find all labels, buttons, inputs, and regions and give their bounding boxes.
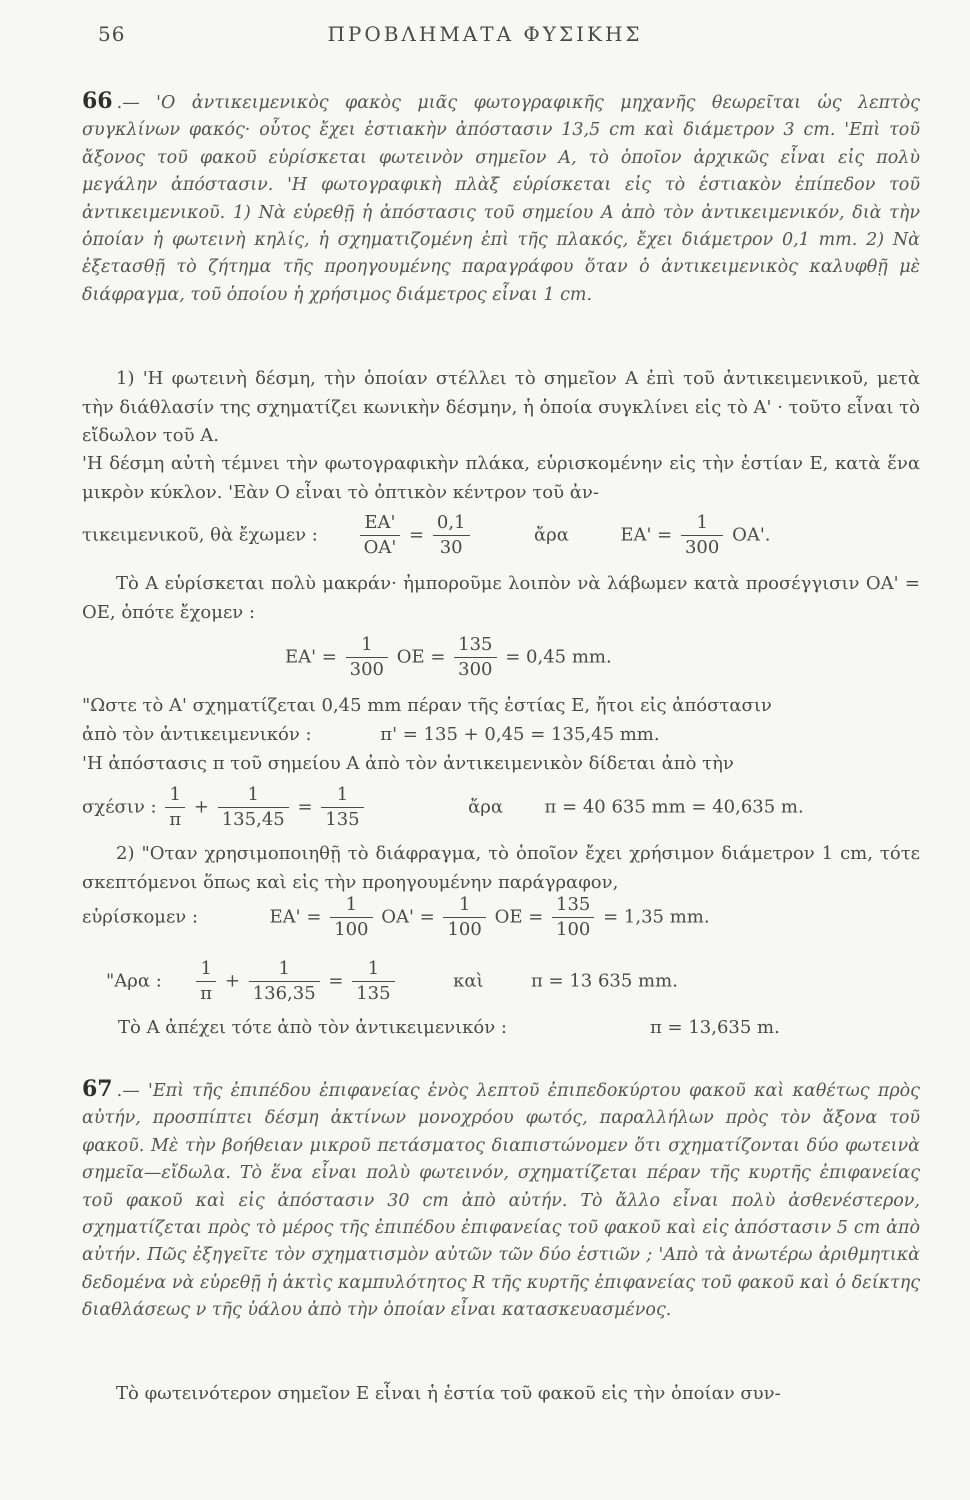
fraction: $\frac{EA'}{OA'}$: [360, 512, 401, 559]
problem-number: 67: [82, 1076, 113, 1102]
fraction: $\frac{135}{100}$: [552, 894, 594, 941]
equation-ratio: τικειμενικοῦ, θὰ ἔχωμεν : $\frac{EA'}{OA'}$ = $\frac{0,1}{30}$ ἄρα ΕΑ' = $\frac{1}{300}$ ΟΑ'.: [82, 512, 771, 558]
problem-66-statement: 66 .— 'Ο ἀντικειμενικὸς φακὸς μιᾶς φωτογραφικῆς μηχανῆς θεωρεῖται ὡς λεπτὸς συγκλίνων φακός· οὗτος ἔχει ἑστιακὴν ἀπόστασιν 13,5 cm καὶ διάμετρον 3 cm. 'Επὶ τοῦ ἄξονος τοῦ φακοῦ εὑρίσκεται φωτεινὸν σημεῖον Α, τὸ ὁποῖον ἀρχικῶς εἶναι εἰς πολὺ μεγάλην ἀπόστασιν. 'Η φωτογραφικὴ πλὰξ εὑρίσκεται εἰς τὸ ἑστιακὸν ἐπίπεδον τοῦ ἀντικειμενικοῦ. 1) Νὰ εὑρεθῇ ἡ ἀπόστασις τοῦ σημείου Α ἀπὸ τὸν ἀντικειμενικόν, διὰ τὴν ὁποίαν ἡ φωτεινὴ κηλίς, ἡ σχηματιζομένη ἐπὶ τῆς πλακός, ἔχει διάμετρον 0,1 mm. 2) Νὰ ἐξετασθῇ τὸ ζήτημα τῆς προηγουμένης παραγράφου ὅταν ὁ ἀντικειμενικὸς καλυφθῇ μὲ διάφραγμα, τοῦ ὁποίου ἡ χρήσιμος διάμετρος εἶναι 1 cm.: [82, 88, 920, 305]
problem-number: 66: [82, 88, 113, 114]
equation-lens-2: "Αρα : $\frac{1}{\pi}$ + $\frac{1}{136,35}$ = $\frac{1}{135}$ καὶ π = 13 635 mm.: [106, 958, 678, 1004]
equation-ea: ΕΑ' = $\frac{1}{300}$ ΟΕ = $\frac{135}{300}$ = 0,45 mm.: [285, 634, 612, 680]
solution-paragraph: 2) "Οταν χρησιμοποιηθῇ τὸ διάφραγμα, τὸ ὁποῖον ἔχει χρήσιμον διάμετρον 1 cm, τότε σκεπτόμενοι ὅπως καὶ εἰς τὴν προηγουμένην παράγραφον,: [82, 843, 920, 893]
problem-66-text: 'Ο ἀντικειμενικὸς φακὸς μιᾶς φωτογραφικῆς μηχανῆς θεωρεῖται ὡς λεπτὸς συγκλίνων φακός· οὗτος ἔχει ἑστιακὴν ἀπόστασιν 13,5 cm καὶ διάμετρον 3 cm. 'Επὶ τοῦ ἄξονος τοῦ φακοῦ εὑρίσκεται φωτεινὸν σημεῖον Α, τὸ ὁποῖον ἀρχικῶς εἶναι εἰς πολὺ μεγάλην ἀπόστασιν. 'Η φωτογραφικὴ πλὰξ εὑρίσκεται εἰς τὸ ἑστιακὸν ἐπίπεδον τοῦ ἀντικειμενικοῦ. 1) Νὰ εὑρεθῇ ἡ ἀπόστασις τοῦ σημείου Α ἀπὸ τὸν ἀντικειμενικόν, διὰ τὴν ὁποίαν ἡ φωτεινὴ κηλίς, ἡ σχηματιζομένη ἐπὶ τῆς πλακός, ἔχει διάμετρον 0,1 mm. 2) Νὰ ἐξετασθῇ τὸ ζήτημα τῆς προηγουμένης παραγράφου ὅταν ὁ ἀντικειμενικὸς καλυφθῇ μὲ διάφραγμα, τοῦ ὁποίου ἡ χρήσιμος διάμετρος εἶναι 1 cm.: [82, 93, 920, 305]
equation-lens: σχέσιν : $\frac{1}{\pi}$ + $\frac{1}{135,45}$ = $\frac{1}{135}$ ἄρα π = 40 635 mm = 40,635 m.: [82, 784, 804, 830]
equation-diaphragm: εὑρίσκομεν : ΕΑ' = $\frac{1}{100}$ ΟΑ' = $\frac{1}{100}$ ΟΕ = $\frac{135}{100}$ = 1,35 mm.: [82, 894, 710, 940]
fraction: $\frac{0,1}{30}$: [433, 512, 470, 559]
fraction: $\frac{1}{\pi}$: [196, 958, 216, 1005]
solution-paragraph: 'Η ἀπόστασις π τοῦ σημείου Α ἀπὸ τὸν ἀντικειμενικὸν δίδεται ἀπὸ τὴν: [82, 753, 734, 774]
problem-67-text: 'Επὶ τῆς ἐπιπέδου ἐπιφανείας ἑνὸς λεπτοῦ ἐπιπεδοκύρτου φακοῦ καὶ καθέτως πρὸς αὐτήν, προσπίπτει δέσμη ἀκτίνων μονοχρόου φωτός, παραλλήλων πρὸς τὸν ἄξονα τοῦ φακοῦ. Μὲ τὴν βοήθειαν μικροῦ πετάσματος διαπιστώνομεν ὅτι σχηματίζονται δύο φωτεινὰ σημεῖα—εἴδωλα. Τὸ ἕνα εἶναι πολὺ φωτεινόν, σχηματίζεται πέραν τῆς κυρτῆς ἐπιφανείας τοῦ φακοῦ καὶ εἰς ἀπόστασιν 30 cm ἀπὸ αὐτήν. Τὸ ἄλλο εἶναι πολὺ ἀσθενέστερον, σχηματίζεται πρὸς τὸ μέρος τῆς ἐπιπέδου ἐπιφανείας τοῦ φακοῦ καὶ εἰς ἀπόστασιν 5 cm ἀπὸ αὐτήν. Πῶς ἐξηγεῖτε τὸν σχηματισμὸν αὐτῶν τῶν δύο ἑστιῶν ; 'Απὸ τὰ ἀνωτέρω ἀριθμητικὰ δεδομένα νὰ εὑρεθῇ ἡ ἀκτὶς καμπυλότητος R τῆς κυρτῆς ἐπιφανείας τοῦ φακοῦ καὶ ὁ δείκτης διαθλάσεως ν τῆς ὑάλου ἀπὸ τὴν ὁποίαν εἶναι κατασκευασμένος.: [82, 1081, 920, 1321]
fraction: $\frac{1}{\pi}$: [165, 784, 185, 831]
final-distance-value: π = 13,635 m.: [650, 1017, 780, 1038]
fraction: $\frac{1}{135}$: [321, 784, 363, 831]
solution-paragraph: Τὸ Α εὑρίσκεται πολὺ μακράν· ἠμποροῦμε λοιπὸν νὰ λάβωμεν κατὰ προσέγγισιν ΟΑ' = ΟΕ, ὁπότε ἔχομεν :: [82, 573, 920, 623]
fraction: $\frac{1}{136,35}$: [249, 958, 320, 1005]
fraction: $\frac{1}{135,45}$: [218, 784, 289, 831]
fraction: $\frac{135}{300}$: [454, 634, 496, 681]
solution-paragraph: Τὸ φωτεινότερον σημεῖον Ε εἶναι ἡ ἑστία τοῦ φακοῦ εἰς τὴν ὁποίαν συν-: [116, 1383, 781, 1404]
solution-paragraph: "Ωστε τὸ Α' σχηματίζεται 0,45 mm πέραν τῆς ἑστίας Ε, ἤτοι εἰς ἀπόστασιν: [82, 695, 772, 716]
solution-paragraph: 1) 'Η φωτεινὴ δέσμη, τὴν ὁποίαν στέλλει τὸ σημεῖον Α ἐπὶ τοῦ ἀντικειμενικοῦ, μετὰ τὴν διάθλασίν της σχηματίζει κωνικὴν δέσμην, ἡ ὁποία συγκλίνει εἰς τὸ Α' · τοῦτο εἶναι τὸ εἴδωλον τοῦ Α.: [82, 368, 920, 447]
solution-paragraph: ἀπὸ τὸν ἀντικειμενικόν : π' = 135 + 0,45 = 135,45 mm.: [82, 724, 660, 745]
fraction: $\frac{1}{300}$: [346, 634, 388, 681]
page-number: 56: [98, 22, 126, 46]
problem-67-statement: 67 .— 'Επὶ τῆς ἐπιπέδου ἐπιφανείας ἑνὸς λεπτοῦ ἐπιπεδοκύρτου φακοῦ καὶ καθέτως πρὸς αὐτήν, προσπίπτει δέσμη ἀκτίνων μονοχρόου φωτός, παραλλήλων πρὸς τὸν ἄξονα τοῦ φακοῦ. Μὲ τὴν βοήθειαν μικροῦ πετάσματος διαπιστώνομεν ὅτι σχηματίζονται δύο φωτεινὰ σημεῖα—εἴδωλα. Τὸ ἕνα εἶναι πολὺ φωτεινόν, σχηματίζεται πέραν τῆς κυρτῆς ἐπιφανείας τοῦ φακοῦ καὶ εἰς ἀπόστασιν 30 cm ἀπὸ αὐτήν. Τὸ ἄλλο εἶναι πολὺ ἀσθενέστερον, σχηματίζεται πρὸς τὸ μέρος τῆς ἐπιπέδου ἐπιφανείας τοῦ φακοῦ καὶ εἰς ἀπόστασιν 5 cm ἀπὸ αὐτήν. Πῶς ἐξηγεῖτε τὸν σχηματισμὸν αὐτῶν τῶν δύο ἑστιῶν ; 'Απὸ τὰ ἀνωτέρω ἀριθμητικὰ δεδομένα νὰ εὑρεθῇ ἡ ἀκτὶς καμπυλότητος R τῆς κυρτῆς ἐπιφανείας τοῦ φακοῦ καὶ ὁ δείκτης διαθλάσεως ν τῆς ὑάλου ἀπὸ τὴν ὁποίαν εἶναι κατασκευασμένος.: [82, 1076, 920, 1321]
fraction: $\frac{1}{100}$: [330, 894, 372, 941]
fraction: $\frac{1}{135}$: [352, 958, 394, 1005]
solution-paragraph: 'Η δέσμη αὐτὴ τέμνει τὴν φωτογραφικὴν πλάκα, εὑρισκομένην εἰς τὴν ἑστίαν Ε, κατὰ ἕνα μικρὸν κύκλον. 'Εὰν Ο εἶναι τὸ ὀπτικὸν κέντρον τοῦ ἀν-: [82, 453, 920, 503]
running-title: ΠΡΟΒΛΗΜΑΤΑ ΦΥΣΙΚΗΣ: [327, 22, 643, 46]
fraction: $\frac{1}{300}$: [681, 512, 723, 559]
fraction: $\frac{1}{100}$: [443, 894, 485, 941]
final-distance-label: Τὸ Α ἀπέχει τότε ἀπὸ τὸν ἀντικειμενικόν :: [118, 1017, 507, 1038]
